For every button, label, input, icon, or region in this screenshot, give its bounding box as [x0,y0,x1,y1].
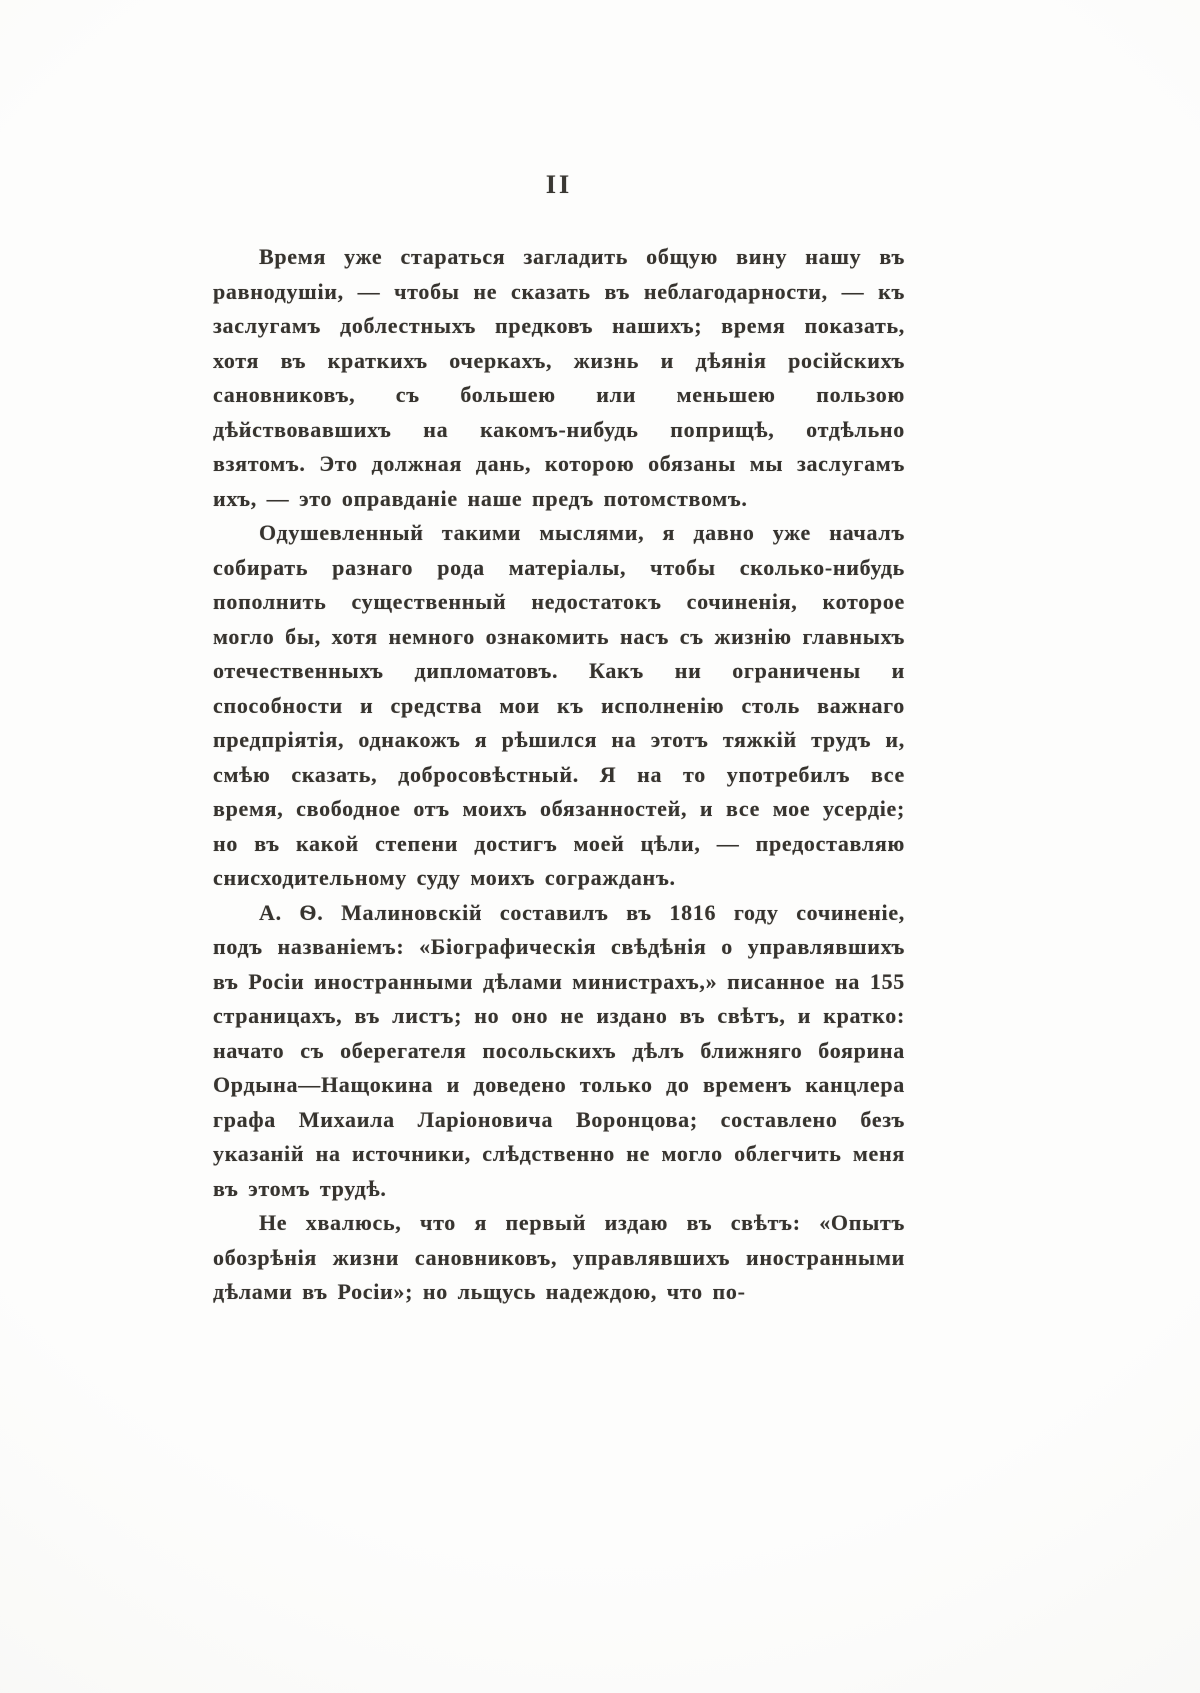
text-block [213,170,905,1310]
paragraph-1: Время уже стараться загладить общую вину нашу въ равнодушіи, — чтобы не сказать въ неблагодарности, — къ заслугамъ доблестныхъ предковъ нашихъ; время показать, хотя въ краткихъ очеркахъ, жизнь и дѣянія російскихъ сановниковъ, съ большею или меньшею пользою дѣйствовавшихъ на какомъ-нибудь поприщѣ, отдѣльно взятомъ. Это должная дань, которою обязаны мы заслугамъ ихъ, — это оправданіе наше предъ потомствомъ. [213,244,905,511]
paragraph-3: А. Ѳ. Малиновскій составилъ въ 1816 году сочиненіе, подъ названіемъ: «Біографическія свѣдѣнія о управлявшихъ въ Росіи иностранными дѣлами министрахъ,» писанное на 155 страницахъ, въ листъ; но оно не издано въ свѣтъ, и кратко: начато съ оберегателя посольскихъ дѣлъ ближняго боярина Ордына—Нащокина и доведено только до временъ канцлера графа Михаила Ларіоновича Воронцова; составлено безъ указаній на источники, слѣдственно не могло облегчить меня въ этомъ трудѣ. [213,899,905,1201]
paragraph-4: Не хвалюсь, что я первый издаю въ свѣтъ: «Опытъ обозрѣнія жизни сановниковъ, управлявшихъ иностранными дѣлами въ Росіи»; но льщусь надеждою, что по- [213,1210,905,1304]
page-number: II [545,170,573,199]
paragraph-2: Одушевленный такими мыслями, я давно уже началъ собирать разнаго рода матеріалы, чтобы сколько-нибудь пополнить существенный недостатокъ сочиненія, которое могло бы, хотя немного ознакомить насъ съ жизнію главныхъ отечественныхъ дипломатовъ. Какъ ни ограничены и способности и средства мои къ исполненію столь важнаго предпріятія, однакожъ я рѣшился на этотъ тяжкій трудъ и, смѣю сказать, добросовѣстный. Я на то употребилъ все время, свободное отъ моихъ обязанностей, и все мое усердіе; но въ какой степени достигъ моей цѣли, — предоставляю снисходительному суду моихъ согражданъ. [213,520,905,890]
body-text [213,240,905,1310]
